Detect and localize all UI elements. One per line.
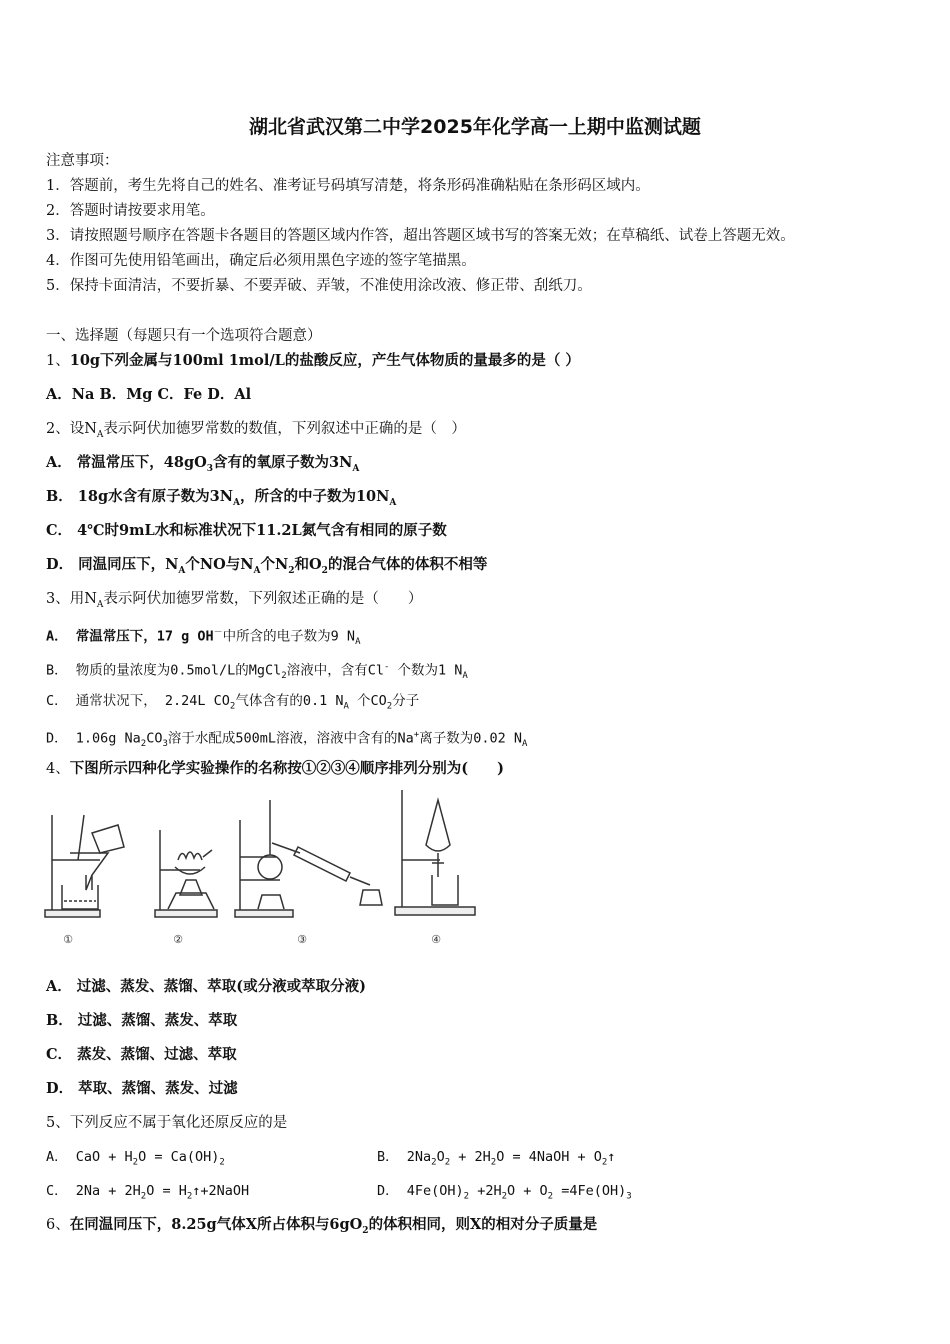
question-1 bbox=[46, 351, 580, 371]
question-2-option-d: D． 同温同压下，$N_A$个NO与$N_A$个$N_2$和$O_2$的混合气体的体积不相等 bbox=[46, 556, 488, 576]
question-stem: 下列反应不属于氧化还原反应的是 bbox=[69, 1115, 288, 1131]
figure-label-4: ④ bbox=[431, 933, 441, 946]
notice-item-4: 4．作图可先使用铅笔画出，确定后必须用黑色字迹的签字笔描黑。 bbox=[46, 253, 476, 269]
question-3-option-b: B． 物质的量浓度为0.5mol/L的MgCl$_2$溶液中，含有Cl- 个数为1 $N_A$ bbox=[46, 662, 468, 682]
figure-labels bbox=[63, 933, 441, 946]
notice-item-1: 1．答题前，考生先将自己的姓名、准考证号码填写清楚，将条形码准确粘贴在条形码区域内。 bbox=[46, 178, 650, 194]
question-2-option-b: B． 18g水含有原子数为$3N_A$，所含的中子数为$10N_A$ bbox=[46, 488, 397, 508]
question-4-option-d: D． 萃取、蒸馏、蒸发、过滤 bbox=[46, 1080, 238, 1097]
question-number: 2、 bbox=[46, 421, 70, 437]
question-4-option-b: B． 过滤、蒸馏、蒸发、萃取 bbox=[46, 1012, 238, 1029]
question-number: 6、 bbox=[46, 1217, 70, 1233]
question-5 bbox=[46, 1113, 287, 1133]
question-4-option-c: C． 蒸发、蒸馏、过滤、萃取 bbox=[46, 1046, 237, 1063]
question-3-option-a: A． 常温常压下，17 g OH－中所含的电子数为9 $N_A$ bbox=[46, 628, 361, 648]
figure-label-1: ① bbox=[63, 933, 73, 946]
figure-label-2: ② bbox=[173, 933, 183, 946]
question-3-option-d: D． 1.06g $Na_2CO_3$溶于水配成500mL溶液，溶液中含有的Na+离子数为0.02 $N_A$ bbox=[46, 730, 528, 750]
notice-item-2: 2．答题时请按要求用笔。 bbox=[46, 203, 215, 219]
question-4-option-a: A． 过滤、蒸发、蒸馏、萃取(或分液或萃取分液) bbox=[46, 978, 367, 995]
question-number: 3、 bbox=[46, 591, 70, 607]
page-title: 湖北省武汉第二中学2025年化学高一上期中监测试题 bbox=[249, 116, 701, 138]
notice-item-5: 5．保持卡面清洁，不要折暴、不要弄破、弄皱，不准使用涂改液、修正带、刮纸刀。 bbox=[46, 278, 592, 294]
question-4 bbox=[46, 759, 504, 779]
question-5-option-c: C． $2Na + 2H_2O$ = $H_2↑+2NaOH$ bbox=[46, 1183, 250, 1202]
question-1-options: A．Na B．Mg C．Fe D．Al bbox=[46, 386, 252, 403]
question-3-option-c: C． 通常状况下， 2.24L $CO_2$气体含有的0.1 $N_A$ 个$CO_2$分子 bbox=[46, 693, 420, 712]
question-number: 5、 bbox=[46, 1115, 70, 1131]
notice-heading: 注意事项： bbox=[46, 153, 119, 169]
question-5-option-a: A． CaO + $H_2O = Ca(OH)_2$ bbox=[46, 1149, 225, 1168]
question-number: 1、 bbox=[46, 353, 70, 369]
question-6: 6、在同温同压下，8.25g气体X所占体积与$6gO_2$的体积相同，则X的相对分子质量是 bbox=[46, 1216, 598, 1236]
question-2-option-c: C． 4℃时9mL水和标准状况下11.2L氮气含有相同的原子数 bbox=[46, 522, 447, 539]
question-2-option-a: A． 常温常压下，$48gO_3$含有的氧原子数为$3N_A$ bbox=[46, 454, 360, 474]
subscript: A bbox=[96, 429, 104, 440]
separatory-funnel-apparatus bbox=[395, 790, 475, 915]
evaporation-apparatus bbox=[155, 830, 217, 917]
question-2 bbox=[46, 419, 466, 445]
question-number: 4、 bbox=[46, 761, 70, 777]
stem-text: 设N bbox=[69, 421, 97, 437]
filtration-apparatus bbox=[45, 815, 124, 917]
question-5-option-b: B． $2Na_2O_2 + 2H_2O$ = 4NaOH + $O_2↑$ bbox=[377, 1149, 616, 1168]
distillation-apparatus bbox=[235, 800, 382, 917]
notice-item-3: 3．请按照题号顺序在答题卡各题目的答题区域内作答，超出答题区域书写的答案无效；在草稿纸、试卷上答题无效。 bbox=[46, 228, 795, 244]
question-3: 3、用$N_A$表示阿伏加德罗常数，下列叙述正确的是（ ） bbox=[46, 591, 423, 610]
section-heading: 一、选择题（每题只有一个选项符合题意） bbox=[46, 328, 322, 344]
question-5-option-d: D． $4Fe(OH)_2 +2H_2O + O_2 =4Fe(OH)_3$ bbox=[377, 1183, 632, 1202]
lab-apparatus-figure bbox=[40, 785, 490, 955]
figure-label-3: ③ bbox=[297, 933, 307, 946]
stem-text: 表示阿伏加德罗常数的数值，下列叙述中正确的是（ ） bbox=[103, 421, 466, 437]
question-stem: 下图所示四种化学实验操作的名称按①②③④顺序排列分别为( ) bbox=[69, 760, 504, 777]
question-stem: 10g下列金属与100ml 1mol/L的盐酸反应，产生气体物质的量最多的是（ ） bbox=[69, 352, 580, 369]
